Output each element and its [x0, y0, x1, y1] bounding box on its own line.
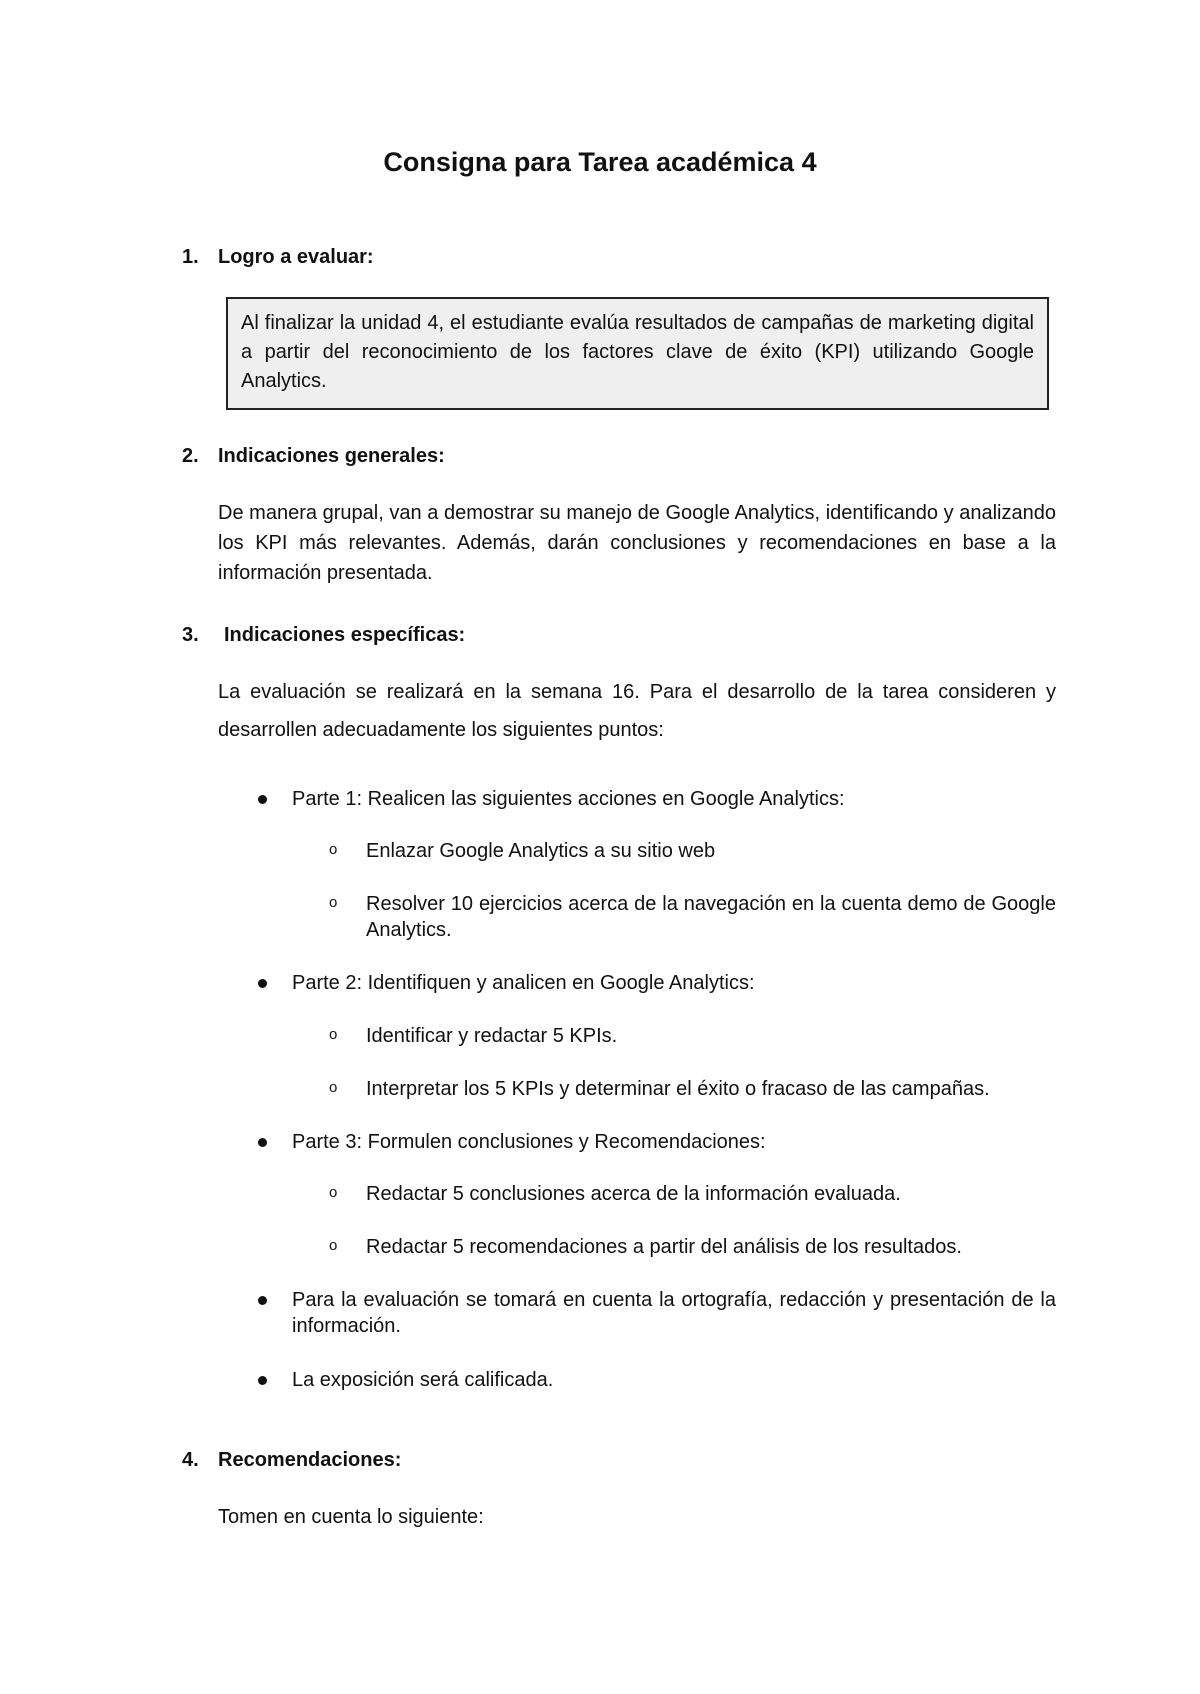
general-instructions-paragraph: De manera grupal, van a demostrar su manejo de Google Analytics, identificando y analizando los KPI más relevantes. Además, darán conclusiones y recomendaciones en base a la información presentada.: [218, 502, 1056, 584]
sub-bullet-marker: o: [329, 1026, 338, 1043]
bullet-marker: [258, 1296, 267, 1305]
section-3-title: Indicaciones específicas:: [224, 624, 466, 646]
bullet-part-2: Parte 2: Identifiquen y analicen en Google Analytics:: [292, 972, 755, 994]
sub-item-interpret-kpis: Interpretar los 5 KPIs y determinar el éxito o fracaso de las campañas.: [366, 1078, 990, 1100]
bullet-marker: [258, 1138, 267, 1147]
bullet-part-1: Parte 1: Realicen las siguientes acciones en Google Analytics:: [292, 788, 845, 810]
sub-item-recommendations: Redactar 5 recomendaciones a partir del análisis de los resultados.: [366, 1236, 962, 1258]
section-1-title: Logro a evaluar:: [218, 246, 374, 268]
sub-bullet-marker: o: [329, 1184, 338, 1201]
sub-bullet-marker: o: [329, 1079, 338, 1096]
section-4-number: 4.: [182, 1449, 199, 1471]
document-title: Consigna para Tarea académica 4: [383, 147, 817, 177]
bullet-exposition: La exposición será calificada.: [292, 1369, 554, 1391]
bullet-marker: [258, 1376, 267, 1385]
sub-item-link-analytics: Enlazar Google Analytics a su sitio web: [366, 840, 716, 862]
learning-outcome-box: [226, 297, 1049, 410]
recommendations-paragraph: Tomen en cuenta lo siguiente:: [218, 1506, 484, 1528]
sub-bullet-marker: o: [329, 841, 338, 858]
bullet-marker: [258, 795, 267, 804]
section-2-title: Indicaciones generales:: [218, 445, 445, 467]
bullet-part-3: Parte 3: Formulen conclusiones y Recomendaciones:: [292, 1131, 766, 1153]
sub-bullet-marker: o: [329, 894, 338, 911]
sub-bullet-marker: o: [329, 1237, 338, 1254]
bullet-evaluation-criteria: Para la evaluación se tomará en cuenta la ortografía, redacción y presentación de la información.: [292, 1289, 1056, 1337]
specific-instructions-paragraph: La evaluación se realizará en la semana 16. Para el desarrollo de la tarea consideren y desarrollen adecuadamente los siguientes puntos:: [218, 681, 1056, 741]
sub-item-resolve-exercises: Resolver 10 ejercicios acerca de la navegación en la cuenta demo de Google Analytics.: [366, 893, 1056, 941]
section-1-number: 1.: [182, 246, 199, 268]
sub-item-identify-kpis: Identificar y redactar 5 KPIs.: [366, 1025, 618, 1047]
section-2-number: 2.: [182, 445, 199, 467]
section-4-title: Recomendaciones:: [218, 1449, 402, 1471]
learning-outcome-text: Al finalizar la unidad 4, el estudiante evalúa resultados de campañas de marketing digital a partir del reconocimiento de los factores clave de éxito (KPI) utilizando Google Analytics.: [241, 312, 1034, 392]
sub-item-conclusions: Redactar 5 conclusiones acerca de la información evaluada.: [366, 1183, 901, 1205]
bullet-marker: [258, 979, 267, 988]
section-3-number: 3.: [182, 624, 199, 646]
